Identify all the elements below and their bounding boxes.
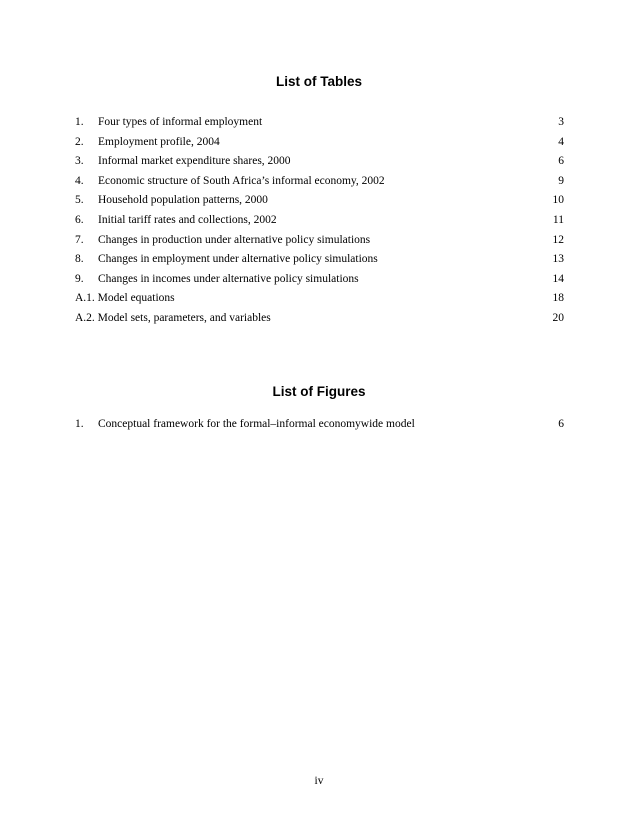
toc-entry-table-7 [75, 233, 564, 253]
entry-title: A.1. Model equations [75, 292, 175, 305]
entry-title: Employment profile, 2004 [98, 135, 220, 148]
toc-entry-table-a2 [75, 311, 564, 331]
entry-page: 20 [552, 311, 564, 324]
toc-entry-table-4 [75, 174, 564, 194]
entry-page: 18 [552, 292, 564, 305]
figures-list [75, 417, 564, 437]
toc-entry-table-6 [75, 213, 564, 233]
entry-page: 13 [552, 253, 564, 266]
entry-title: A.2. Model sets, parameters, and variables [75, 311, 271, 324]
entry-title: Informal market expenditure shares, 2000 [98, 155, 291, 168]
entry-title: Changes in incomes under alternative policy simulations [98, 272, 359, 285]
entry-page: 14 [552, 272, 564, 285]
toc-entry-figure-1 [75, 417, 564, 437]
entry-page: 6 [558, 155, 564, 168]
entry-title: Economic structure of South Africa’s informal economy, 2002 [98, 174, 385, 187]
entry-page: 12 [552, 233, 564, 246]
toc-entry-table-1 [75, 115, 564, 135]
entry-title: Changes in production under alternative policy simulations [98, 233, 371, 246]
entry-page: 4 [558, 135, 564, 148]
entry-title: Changes in employment under alternative policy simulations [98, 253, 378, 266]
entry-page: 3 [558, 116, 564, 128]
entry-title: Initial tariff rates and collections, 2002 [98, 213, 277, 226]
entry-number: 4. [75, 174, 84, 187]
tables-list [75, 115, 564, 331]
entry-number: 1. [75, 418, 84, 430]
entry-number: 6. [75, 213, 84, 226]
entry-number: 2. [75, 135, 84, 148]
entry-number: 9. [75, 272, 84, 285]
entry-page: 11 [552, 213, 564, 226]
list-of-tables-heading: List of Tables [275, 74, 362, 89]
entry-title: Conceptual framework for the formal–informal economywide model [98, 418, 415, 430]
page-number: iv [314, 775, 324, 787]
list-of-figures-heading: List of Figures [272, 384, 366, 399]
toc-entry-table-2 [75, 135, 564, 155]
entry-number: 7. [75, 233, 84, 246]
toc-entry-table-3 [75, 154, 564, 174]
toc-entry-table-5 [75, 193, 564, 213]
entry-number: 3. [75, 155, 84, 168]
toc-entry-table-8 [75, 252, 564, 272]
entry-number: 5. [75, 194, 84, 207]
entry-number: 8. [75, 253, 84, 266]
entry-page: 10 [552, 194, 564, 207]
entry-page: 6 [558, 418, 564, 430]
entry-title: Four types of informal employment [98, 116, 263, 128]
toc-entry-table-a1 [75, 291, 564, 311]
entry-number: 1. [75, 116, 84, 128]
entry-page: 9 [558, 174, 564, 187]
toc-entry-table-9 [75, 272, 564, 292]
entry-title: Household population patterns, 2000 [98, 194, 268, 207]
